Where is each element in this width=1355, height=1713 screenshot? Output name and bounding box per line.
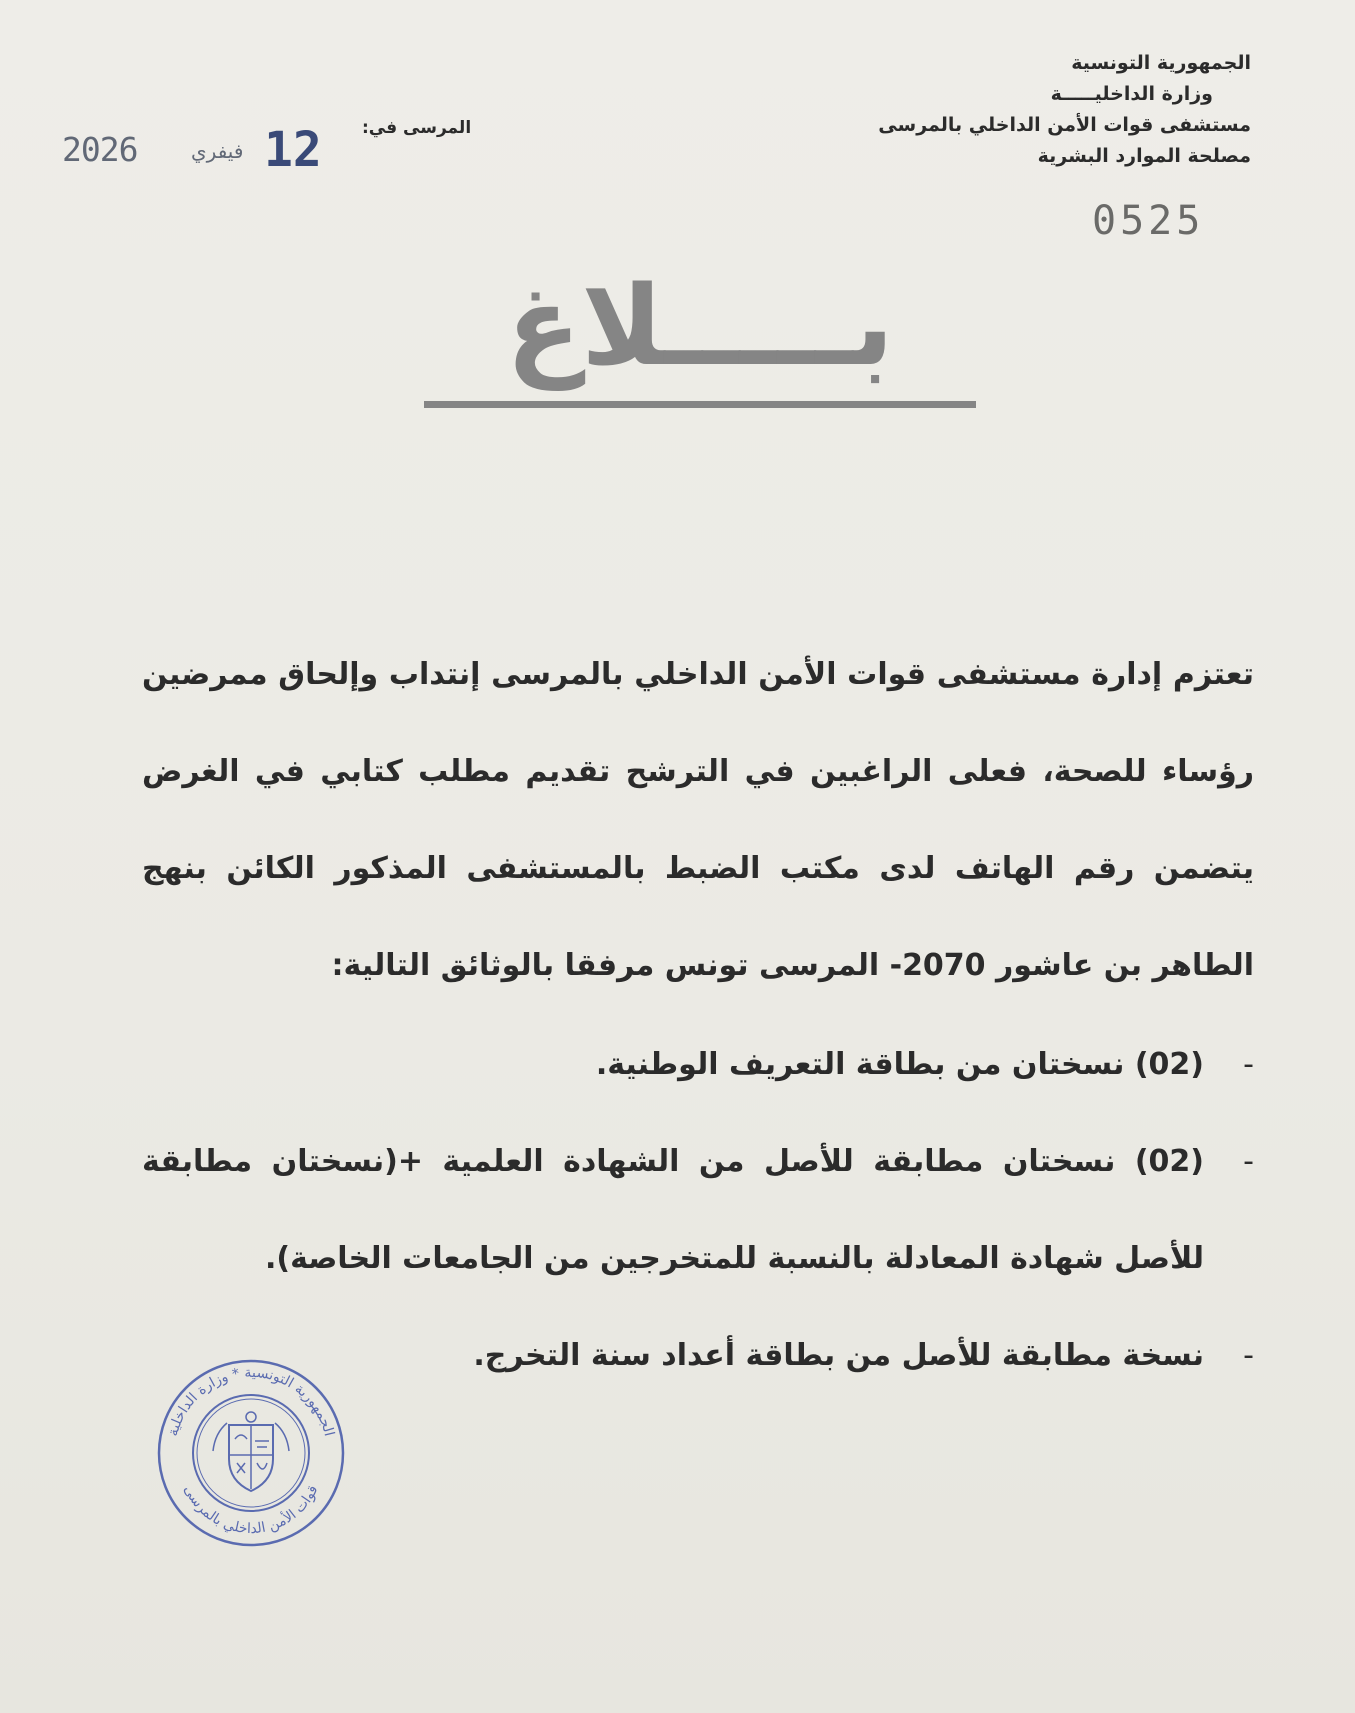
notice-title: [420, 260, 980, 410]
letterhead-department: مصلحة الموارد البشرية: [1037, 145, 1251, 167]
seal-bottom-text: قوات الأمن الداخلي بالمرسى: [180, 1482, 322, 1538]
document-item-text: نسخة مطابقة للأصل من بطاقة أعداد سنة التخرج.: [473, 1338, 1204, 1373]
required-documents-list: [142, 1016, 1254, 1404]
title-underline: [424, 401, 976, 408]
reference-number: 0525: [1092, 198, 1205, 244]
notice-title-text: بـــــلاغ: [506, 262, 894, 390]
letterhead-hospital: مستشفى قوات الأمن الداخلي بالمرسى: [878, 114, 1251, 136]
date-stamp-month: فيفري: [191, 139, 244, 163]
list-item: [142, 1016, 1254, 1113]
seal-graphic: [153, 1355, 349, 1551]
notice-paragraph: تعتزم إدارة مستشفى قوات الأمن الداخلي بالمرسى إنتداب وإلحاق ممرضين رؤساء للصحة، فعلى الراغبين في الترشح تقديم مطلب كتابي في الغرض يتضمن رقم الهاتف لدى مكتب الضبط بالمستشفى المذكور الكائن بنهج الطاهر بن عاشور 2070- المرسى تونس مرفقا بالوثائق التالية:: [142, 657, 1254, 983]
list-marker: -: [1243, 1047, 1254, 1082]
list-item: [142, 1113, 1254, 1307]
list-marker: -: [1243, 1338, 1254, 1373]
date-stamp-year: 2026: [62, 130, 138, 169]
place-date-label: المرسى في:: [362, 118, 472, 138]
official-seal: [153, 1355, 349, 1551]
letterhead-republic: الجمهورية التونسية: [1071, 52, 1251, 74]
letterhead-ministry: وزارة الداخليـــــة: [1050, 83, 1213, 105]
letterhead: [871, 48, 1251, 172]
list-marker: -: [1243, 1144, 1254, 1179]
document-item-text: (02) نسختان مطابقة للأصل من الشهادة العلمية +(نسختان مطابقة للأصل شهادة المعادلة بالنسبة للمتخرجين من الجامعات الخاصة).: [142, 1144, 1204, 1276]
date-stamp-day: 12: [264, 122, 322, 178]
document-item-text: (02) نسختان من بطاقة التعريف الوطنية.: [595, 1047, 1204, 1082]
seal-top-text: الجمهورية التونسية * وزارة الداخلية: [165, 1364, 337, 1438]
